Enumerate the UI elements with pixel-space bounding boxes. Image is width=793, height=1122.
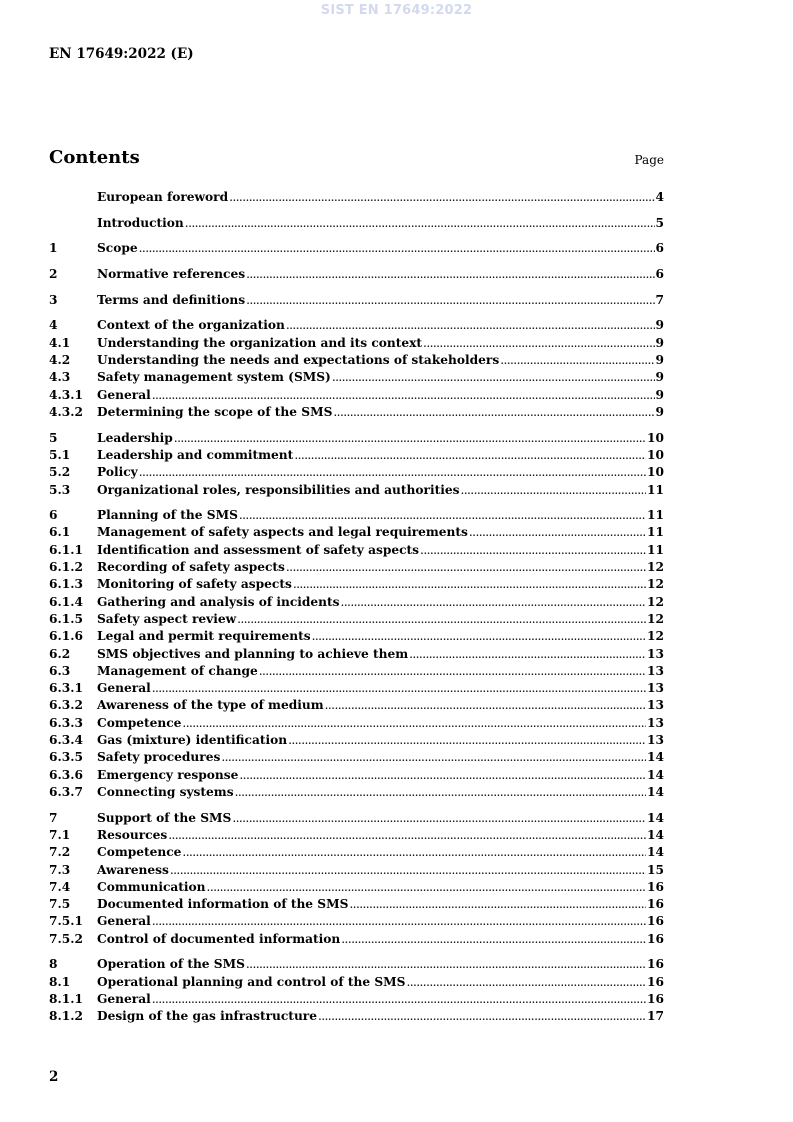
toc-entry-title: European foreword (97, 190, 229, 204)
toc-entry-page: 13 (647, 681, 664, 696)
toc-entry[interactable] (49, 880, 664, 897)
toc-entry-title: General (97, 681, 151, 696)
toc-entry[interactable] (49, 465, 664, 482)
toc-entry-page: 16 (647, 914, 664, 929)
toc-entry-number: 7 (49, 810, 58, 825)
toc-leader-dots (239, 508, 646, 522)
toc-leader-dots (259, 664, 646, 678)
toc-leader-dots (332, 370, 655, 384)
toc-entry-title: Terms and definitions (97, 292, 246, 307)
toc-leader-dots (246, 957, 646, 971)
toc-entry-number: 8.1.1 (49, 991, 83, 1006)
toc-entry-title: Connecting systems (97, 784, 234, 799)
watermark: SIST EN 17649:2022 (320, 3, 473, 18)
toc-entry-number: 5.1 (49, 447, 71, 462)
toc-entry[interactable] (49, 647, 664, 664)
toc-entry-title: Management of change (97, 663, 258, 678)
toc-entry-number: 4.3 (49, 370, 71, 385)
toc-entry[interactable] (49, 957, 664, 974)
toc-leader-dots (423, 336, 654, 350)
toc-entry[interactable] (49, 595, 664, 612)
toc-entry-page: 17 (647, 1009, 664, 1024)
page-number: 2 (49, 1069, 59, 1085)
toc-entry-page: 12 (647, 611, 664, 626)
toc-entry-number: 6.3.4 (49, 733, 83, 748)
toc-entry-page: 11 (647, 508, 664, 523)
toc-leader-dots (237, 612, 646, 626)
toc-entry-title: Context of the organization (97, 318, 285, 333)
toc-entry-page: 9 (655, 370, 664, 385)
toc-entry-number: 8.1.2 (49, 1009, 83, 1024)
toc-leader-dots (333, 405, 654, 419)
toc-entry-title: General (97, 387, 151, 402)
toc-leader-dots (420, 543, 646, 557)
toc-entry[interactable] (49, 897, 664, 914)
toc-entry-number: 6.3 (49, 663, 71, 678)
toc-entry-page: 12 (647, 594, 664, 609)
toc-leader-dots (232, 811, 646, 825)
toc-entry-page: 13 (647, 646, 664, 661)
toc-entry-title: Operation of the SMS (97, 957, 245, 972)
toc-entry[interactable] (49, 370, 664, 387)
toc-leader-dots (318, 1009, 646, 1023)
toc-entry-page: 16 (647, 957, 664, 972)
toc-entry-number: 4.3.2 (49, 404, 83, 419)
toc-entry[interactable] (49, 405, 664, 422)
toc-leader-dots (207, 880, 646, 894)
toc-entry-title: Leadership and commitment (97, 447, 294, 462)
toc-entry-title: Organizational roles, responsibilities and authorities (97, 482, 460, 497)
toc-leader-dots (185, 216, 655, 230)
toc-entry-page: 16 (647, 931, 664, 946)
toc-entry-number: 6.1.1 (49, 542, 83, 557)
toc-entry-title: Emergency response (97, 767, 239, 782)
toc-entry[interactable] (49, 716, 664, 733)
toc-entry-number: 7.1 (49, 827, 71, 842)
toc-leader-dots (341, 932, 646, 946)
toc-entry[interactable] (49, 577, 664, 594)
toc-entry-number: 6.3.3 (49, 715, 83, 730)
toc-entry-number: 5.3 (49, 482, 71, 497)
toc-entry-number: 7.3 (49, 862, 71, 877)
toc-leader-dots (152, 992, 646, 1006)
toc-entry[interactable] (49, 353, 664, 370)
toc-entry-page: 16 (647, 974, 664, 989)
toc-entry-page: 12 (647, 560, 664, 575)
contents-heading: Contents (49, 147, 140, 168)
toc-entry-page: 14 (647, 810, 664, 825)
toc-entry[interactable] (49, 828, 664, 845)
toc-entry-number: 6.1 (49, 525, 71, 540)
toc-entry-page: 14 (647, 767, 664, 782)
toc-entry-page: 11 (647, 525, 664, 540)
toc-entry-page: 11 (647, 542, 664, 557)
toc-entry-title: Gas (mixture) identification (97, 733, 288, 748)
toc-leader-dots (235, 785, 646, 799)
toc-leader-dots (152, 914, 646, 928)
toc-entry-title: Safety aspect review (97, 611, 237, 626)
toc-entry-title: Competence (97, 845, 182, 860)
toc-entry-number: 7.2 (49, 845, 71, 860)
toc-entry-title: Awareness (97, 862, 169, 877)
toc-entry-number: 6.1.5 (49, 611, 83, 626)
toc-entry-page: 9 (655, 318, 664, 333)
toc-leader-dots (286, 318, 655, 332)
toc-entry-page: 13 (647, 733, 664, 748)
toc-entry-title: Introduction (97, 215, 184, 230)
toc-leader-dots (139, 241, 655, 255)
toc-entry[interactable] (49, 216, 664, 233)
toc-leader-dots (239, 768, 646, 782)
toc-leader-dots (152, 681, 646, 695)
toc-leader-dots (246, 267, 654, 281)
toc-entry-title: Design of the gas infrastructure (97, 1009, 317, 1024)
toc-leader-dots (460, 483, 646, 497)
toc-entry-title: Safety management system (SMS) (97, 370, 331, 385)
toc-leader-dots (152, 388, 655, 402)
toc-entry-page: 15 (647, 862, 664, 877)
toc-entry[interactable] (49, 681, 664, 698)
toc-entry[interactable] (49, 388, 664, 405)
toc-entry[interactable] (49, 785, 664, 802)
toc-entry[interactable] (49, 448, 664, 465)
toc-entry-page: 13 (647, 698, 664, 713)
toc-leader-dots (246, 293, 654, 307)
toc-entry-number: 8.1 (49, 974, 71, 989)
toc-entry[interactable] (49, 267, 664, 284)
toc-entry-page: 12 (647, 577, 664, 592)
toc-entry-title: Safety procedures (97, 750, 221, 765)
toc-leader-dots (182, 845, 646, 859)
toc-entry-page: 9 (655, 404, 664, 419)
toc-entry-title: Identification and assessment of safety aspects (97, 542, 420, 557)
toc-entry-number: 4.1 (49, 335, 71, 350)
toc-entry-number: 6.1.6 (49, 629, 83, 644)
toc-entry-page: 16 (647, 991, 664, 1006)
toc-entry-number: 6.3.5 (49, 750, 83, 765)
toc-entry-title: Control of documented information (97, 931, 341, 946)
toc-entry[interactable] (49, 293, 664, 310)
toc-entry-page: 16 (647, 879, 664, 894)
toc-entry-page: 10 (647, 447, 664, 462)
toc-leader-dots (500, 353, 654, 367)
toc-entry[interactable] (49, 543, 664, 560)
page-column-heading: Page (634, 153, 664, 167)
toc-entry-number: 6.1.4 (49, 594, 83, 609)
toc-entry-title: Documented information of the SMS (97, 897, 349, 912)
toc-entry[interactable] (49, 336, 664, 353)
toc-entry-number: 4 (49, 318, 58, 333)
toc-entry-number: 6 (49, 508, 58, 523)
toc-entry-page: 5 (655, 215, 664, 230)
toc-leader-dots (182, 716, 646, 730)
toc-entry-number: 7.4 (49, 879, 71, 894)
toc-entry-page: 14 (647, 845, 664, 860)
toc-entry[interactable] (49, 1009, 664, 1026)
toc-entry-title: Legal and permit requirements (97, 629, 311, 644)
toc-leader-dots (221, 750, 646, 764)
toc-entry[interactable] (49, 845, 664, 862)
toc-entry-number: 5 (49, 430, 58, 445)
toc-leader-dots (341, 595, 647, 609)
toc-entry-page: 7 (655, 292, 664, 307)
toc-entry[interactable] (49, 768, 664, 785)
toc-leader-dots (168, 828, 646, 842)
toc-leader-dots (312, 629, 646, 643)
toc-entry-title: Understanding the needs and expectations of stakeholders (97, 353, 500, 368)
toc-entry-title: Understanding the organization and its context (97, 335, 423, 350)
toc-entry-title: Communication (97, 879, 206, 894)
toc-leader-dots (294, 448, 646, 462)
toc-entry-number: 6.1.2 (49, 560, 83, 575)
toc-entry-number: 7.5 (49, 897, 71, 912)
toc-entry-title: Leadership (97, 430, 173, 445)
table-of-contents (49, 190, 664, 1027)
toc-entry-number: 6.1.3 (49, 577, 83, 592)
toc-entry-page: 9 (655, 353, 664, 368)
toc-leader-dots (469, 525, 646, 539)
toc-leader-dots (174, 431, 646, 445)
toc-entry-title: Gathering and analysis of incidents (97, 594, 340, 609)
toc-entry-page: 14 (647, 784, 664, 799)
toc-entry[interactable] (49, 733, 664, 750)
toc-leader-dots (349, 897, 646, 911)
toc-entry[interactable] (49, 863, 664, 880)
toc-entry-page: 13 (647, 715, 664, 730)
toc-entry-title: Recording of safety aspects (97, 560, 285, 575)
toc-entry-page: 10 (647, 465, 664, 480)
toc-entry-number: 7.5.2 (49, 931, 83, 946)
toc-entry[interactable] (49, 664, 664, 681)
toc-entry-title: Scope (97, 241, 138, 256)
toc-entry[interactable] (49, 525, 664, 542)
toc-entry[interactable] (49, 483, 664, 500)
toc-leader-dots (170, 863, 646, 877)
toc-entry-title: Policy (97, 465, 138, 480)
toc-entry[interactable] (49, 750, 664, 767)
toc-entry[interactable] (49, 811, 664, 828)
toc-leader-dots (406, 975, 646, 989)
toc-entry-page: 4 (655, 190, 664, 204)
toc-entry-number: 8 (49, 957, 58, 972)
toc-entry-title: General (97, 914, 151, 929)
toc-entry-number: 2 (49, 267, 58, 282)
toc-entry[interactable] (49, 612, 664, 629)
toc-entry-number: 6.3.2 (49, 698, 83, 713)
toc-leader-dots (293, 577, 646, 591)
toc-leader-dots (286, 560, 646, 574)
toc-entry-page: 6 (655, 267, 664, 282)
toc-entry-number: 3 (49, 292, 58, 307)
toc-entry-title: Awareness of the type of medium (97, 698, 324, 713)
toc-entry-page: 14 (647, 827, 664, 842)
toc-entry[interactable] (49, 560, 664, 577)
toc-entry-page: 13 (647, 663, 664, 678)
toc-leader-dots (229, 190, 654, 204)
toc-entry-page: 10 (647, 430, 664, 445)
toc-entry-title: General (97, 991, 151, 1006)
toc-entry-number: 4.2 (49, 353, 71, 368)
toc-entry-title: Monitoring of safety aspects (97, 577, 292, 592)
toc-entry-title: Normative references (97, 267, 246, 282)
toc-entry[interactable] (49, 629, 664, 646)
toc-entry-title: Operational planning and control of the SMS (97, 974, 406, 989)
toc-entry[interactable] (49, 508, 664, 525)
toc-entry[interactable] (49, 190, 664, 207)
toc-leader-dots (409, 647, 646, 661)
toc-entry-number: 1 (49, 241, 58, 256)
toc-entry-title: Management of safety aspects and legal requirements (97, 525, 468, 540)
toc-entry-title: SMS objectives and planning to achieve them (97, 646, 409, 661)
toc-entry[interactable] (49, 932, 664, 949)
toc-leader-dots (139, 465, 646, 479)
toc-entry[interactable] (49, 431, 664, 448)
toc-entry-title: Support of the SMS (97, 810, 232, 825)
toc-entry-page: 16 (647, 897, 664, 912)
toc-entry-page: 6 (655, 241, 664, 256)
toc-entry-number: 7.5.1 (49, 914, 83, 929)
toc-entry-number: 4.3.1 (49, 387, 83, 402)
toc-entry-title: Planning of the SMS (97, 508, 238, 523)
toc-entry-number: 6.2 (49, 646, 71, 661)
toc-leader-dots (288, 733, 646, 747)
toc-entry[interactable] (49, 318, 664, 335)
toc-entry-page: 12 (647, 629, 664, 644)
toc-entry-page: 9 (655, 387, 664, 402)
toc-entry-page: 14 (647, 750, 664, 765)
toc-entry-page: 9 (655, 335, 664, 350)
toc-entry-number: 6.3.1 (49, 681, 83, 696)
toc-entry[interactable] (49, 992, 664, 1009)
toc-entry-number: 5.2 (49, 465, 71, 480)
toc-entry-number: 6.3.7 (49, 784, 83, 799)
toc-leader-dots (325, 698, 646, 712)
toc-entry[interactable] (49, 914, 664, 931)
toc-entry[interactable] (49, 698, 664, 715)
toc-entry[interactable] (49, 975, 664, 992)
document-id: EN 17649:2022 (E) (49, 46, 194, 62)
toc-entry-title: Resources (97, 827, 168, 842)
toc-entry-number: 6.3.6 (49, 767, 83, 782)
toc-entry[interactable] (49, 241, 664, 258)
toc-entry-title: Competence (97, 715, 182, 730)
toc-entry-title: Determining the scope of the SMS (97, 404, 333, 419)
toc-entry-page: 11 (647, 482, 664, 497)
